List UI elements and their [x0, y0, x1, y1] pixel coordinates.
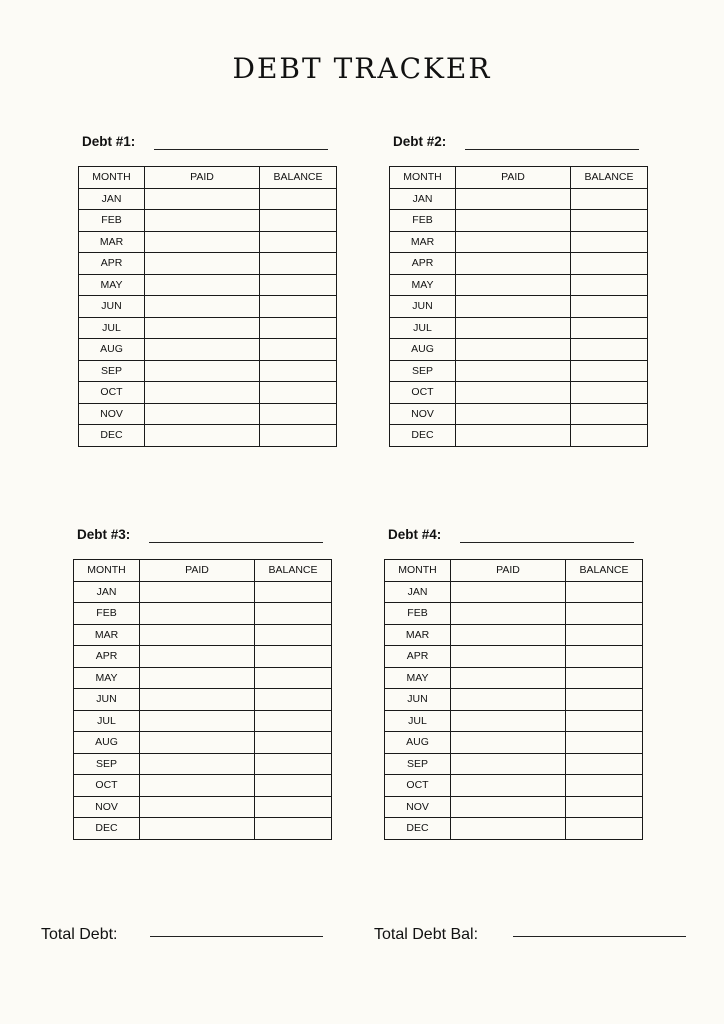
- table-row: [390, 339, 648, 361]
- table-row: [74, 796, 332, 818]
- table-row: [79, 360, 337, 382]
- debt-label: Debt #4:: [388, 527, 442, 542]
- tracker-table: [78, 166, 337, 447]
- table-row: [385, 689, 643, 711]
- header-row: [74, 560, 332, 582]
- table-row: [74, 624, 332, 646]
- table-row: [390, 360, 648, 382]
- tracker-table: [389, 166, 648, 447]
- balance-cell[interactable]: [571, 382, 648, 404]
- table-row: [385, 753, 643, 775]
- paid-cell[interactable]: [140, 646, 255, 668]
- balance-cell[interactable]: [260, 339, 337, 361]
- month-cell: JUN: [79, 296, 145, 318]
- paid-cell[interactable]: [456, 296, 571, 318]
- paid-header: PAID: [451, 560, 566, 582]
- paid-cell[interactable]: [451, 818, 566, 840]
- paid-cell[interactable]: [145, 339, 260, 361]
- balance-cell[interactable]: [260, 210, 337, 232]
- table-row: [74, 732, 332, 754]
- balance-cell[interactable]: [571, 274, 648, 296]
- balance-header: BALANCE: [255, 560, 332, 582]
- balance-cell[interactable]: [255, 775, 332, 797]
- table-row: [385, 624, 643, 646]
- paid-cell[interactable]: [451, 775, 566, 797]
- month-cell: DEC: [79, 425, 145, 447]
- balance-cell[interactable]: [566, 646, 643, 668]
- month-cell: NOV: [79, 403, 145, 425]
- month-cell: OCT: [79, 382, 145, 404]
- debt-name-line[interactable]: [149, 542, 323, 543]
- month-cell: MAY: [385, 667, 451, 689]
- page-title: DEBT TRACKER: [232, 52, 492, 85]
- balance-cell[interactable]: [255, 667, 332, 689]
- month-cell: JUL: [390, 317, 456, 339]
- paid-cell[interactable]: [145, 425, 260, 447]
- month-cell: MAR: [385, 624, 451, 646]
- table-row: [79, 317, 337, 339]
- table-row: [74, 689, 332, 711]
- paid-cell[interactable]: [451, 689, 566, 711]
- table-row: [79, 231, 337, 253]
- month-header: MONTH: [385, 560, 451, 582]
- balance-cell[interactable]: [255, 796, 332, 818]
- paid-cell[interactable]: [451, 667, 566, 689]
- debt-label-row: [73, 523, 332, 551]
- month-cell: SEP: [74, 753, 140, 775]
- table-row: [390, 317, 648, 339]
- paid-cell[interactable]: [456, 317, 571, 339]
- month-cell: DEC: [390, 425, 456, 447]
- table-row: [385, 796, 643, 818]
- table-row: [74, 581, 332, 603]
- balance-cell[interactable]: [571, 403, 648, 425]
- balance-cell[interactable]: [571, 253, 648, 275]
- paid-cell[interactable]: [140, 818, 255, 840]
- month-cell: JUL: [385, 710, 451, 732]
- paid-cell[interactable]: [145, 231, 260, 253]
- paid-cell[interactable]: [140, 753, 255, 775]
- month-cell: JUN: [385, 689, 451, 711]
- month-cell: APR: [385, 646, 451, 668]
- balance-cell[interactable]: [566, 732, 643, 754]
- table-row: [390, 253, 648, 275]
- debt-label: Debt #2:: [393, 134, 447, 149]
- month-cell: OCT: [390, 382, 456, 404]
- balance-cell[interactable]: [255, 603, 332, 625]
- paid-header: PAID: [456, 167, 571, 189]
- debt-label-row: [384, 523, 643, 551]
- paid-cell[interactable]: [456, 274, 571, 296]
- month-cell: APR: [74, 646, 140, 668]
- debt-name-line[interactable]: [154, 149, 328, 150]
- balance-cell[interactable]: [571, 339, 648, 361]
- paid-cell[interactable]: [140, 689, 255, 711]
- paid-cell[interactable]: [456, 253, 571, 275]
- month-cell: DEC: [74, 818, 140, 840]
- month-cell: APR: [79, 253, 145, 275]
- debt-tracker-2: [389, 130, 648, 447]
- paid-cell[interactable]: [451, 796, 566, 818]
- table-row: [74, 667, 332, 689]
- paid-cell[interactable]: [456, 360, 571, 382]
- balance-cell[interactable]: [566, 624, 643, 646]
- month-cell: FEB: [385, 603, 451, 625]
- debt-label-row: [78, 130, 337, 158]
- balance-cell[interactable]: [260, 253, 337, 275]
- month-cell: JAN: [390, 188, 456, 210]
- paid-cell[interactable]: [451, 753, 566, 775]
- balance-header: BALANCE: [571, 167, 648, 189]
- balance-cell[interactable]: [566, 818, 643, 840]
- balance-cell[interactable]: [255, 710, 332, 732]
- month-cell: OCT: [74, 775, 140, 797]
- month-cell: NOV: [390, 403, 456, 425]
- tracker-table: [73, 559, 332, 840]
- balance-cell[interactable]: [566, 753, 643, 775]
- paid-cell[interactable]: [451, 624, 566, 646]
- balance-cell[interactable]: [260, 382, 337, 404]
- month-cell: JUL: [74, 710, 140, 732]
- table-row: [79, 210, 337, 232]
- paid-cell[interactable]: [140, 775, 255, 797]
- total-debt-line[interactable]: [150, 936, 323, 937]
- balance-cell[interactable]: [260, 425, 337, 447]
- paid-cell[interactable]: [145, 296, 260, 318]
- month-cell: FEB: [390, 210, 456, 232]
- month-cell: JAN: [74, 581, 140, 603]
- balance-cell[interactable]: [255, 646, 332, 668]
- month-cell: MAY: [390, 274, 456, 296]
- debt-label: Debt #3:: [77, 527, 131, 542]
- balance-cell[interactable]: [260, 317, 337, 339]
- month-cell: FEB: [74, 603, 140, 625]
- header-row: [385, 560, 643, 582]
- table-row: [385, 818, 643, 840]
- table-row: [79, 339, 337, 361]
- header-row: [79, 167, 337, 189]
- balance-header: BALANCE: [260, 167, 337, 189]
- paid-cell[interactable]: [140, 710, 255, 732]
- debt-tracker-3: [73, 523, 332, 840]
- balance-cell[interactable]: [255, 818, 332, 840]
- debt-label-row: [389, 130, 648, 158]
- month-cell: NOV: [385, 796, 451, 818]
- table-row: [74, 646, 332, 668]
- paid-cell[interactable]: [456, 210, 571, 232]
- month-cell: MAR: [74, 624, 140, 646]
- paid-cell[interactable]: [145, 210, 260, 232]
- table-row: [390, 425, 648, 447]
- balance-cell[interactable]: [566, 603, 643, 625]
- paid-cell[interactable]: [456, 382, 571, 404]
- debt-tracker-1: [78, 130, 337, 447]
- total-debt-bal-label: Total Debt Bal:: [374, 926, 479, 943]
- table-row: [390, 382, 648, 404]
- table-row: [390, 210, 648, 232]
- paid-cell[interactable]: [145, 253, 260, 275]
- month-cell: MAR: [79, 231, 145, 253]
- month-cell: JAN: [79, 188, 145, 210]
- month-cell: NOV: [74, 796, 140, 818]
- balance-cell[interactable]: [260, 296, 337, 318]
- table-row: [79, 425, 337, 447]
- month-cell: JUN: [74, 689, 140, 711]
- balance-cell[interactable]: [566, 689, 643, 711]
- balance-header: BALANCE: [566, 560, 643, 582]
- table-row: [79, 296, 337, 318]
- balance-cell[interactable]: [566, 581, 643, 603]
- table-row: [79, 253, 337, 275]
- month-cell: JUL: [79, 317, 145, 339]
- balance-cell[interactable]: [255, 581, 332, 603]
- table-row: [74, 753, 332, 775]
- paid-cell[interactable]: [145, 403, 260, 425]
- balance-cell[interactable]: [260, 188, 337, 210]
- balance-cell[interactable]: [571, 317, 648, 339]
- balance-cell[interactable]: [571, 360, 648, 382]
- table-row: [385, 646, 643, 668]
- balance-cell[interactable]: [566, 667, 643, 689]
- table-row: [79, 188, 337, 210]
- paid-cell[interactable]: [140, 624, 255, 646]
- balance-cell[interactable]: [566, 775, 643, 797]
- table-row: [74, 710, 332, 732]
- paid-cell[interactable]: [140, 796, 255, 818]
- total-debt-label: Total Debt:: [41, 926, 118, 943]
- balance-cell[interactable]: [571, 425, 648, 447]
- paid-cell[interactable]: [451, 581, 566, 603]
- table-row: [79, 274, 337, 296]
- table-row: [385, 710, 643, 732]
- paid-cell[interactable]: [145, 360, 260, 382]
- balance-cell[interactable]: [255, 732, 332, 754]
- tracker-table: [384, 559, 643, 840]
- paid-cell[interactable]: [145, 188, 260, 210]
- month-header: MONTH: [390, 167, 456, 189]
- balance-cell[interactable]: [571, 296, 648, 318]
- month-cell: MAY: [74, 667, 140, 689]
- month-cell: SEP: [390, 360, 456, 382]
- debt-name-line[interactable]: [460, 542, 634, 543]
- paid-cell[interactable]: [140, 667, 255, 689]
- paid-cell[interactable]: [145, 382, 260, 404]
- balance-cell[interactable]: [260, 274, 337, 296]
- balance-cell[interactable]: [571, 231, 648, 253]
- month-cell: JUN: [390, 296, 456, 318]
- month-header: MONTH: [79, 167, 145, 189]
- debt-tracker-4: [384, 523, 643, 840]
- paid-cell[interactable]: [140, 732, 255, 754]
- table-row: [390, 274, 648, 296]
- month-header: MONTH: [74, 560, 140, 582]
- balance-cell[interactable]: [571, 188, 648, 210]
- month-cell: AUG: [74, 732, 140, 754]
- table-row: [385, 603, 643, 625]
- month-cell: MAY: [79, 274, 145, 296]
- table-row: [74, 818, 332, 840]
- paid-cell[interactable]: [456, 339, 571, 361]
- paid-cell[interactable]: [456, 403, 571, 425]
- table-row: [74, 603, 332, 625]
- month-cell: OCT: [385, 775, 451, 797]
- paid-cell[interactable]: [456, 188, 571, 210]
- paid-cell[interactable]: [451, 646, 566, 668]
- table-row: [390, 231, 648, 253]
- total-debt-bal-line[interactable]: [513, 936, 686, 937]
- month-cell: FEB: [79, 210, 145, 232]
- balance-cell[interactable]: [255, 624, 332, 646]
- table-row: [390, 188, 648, 210]
- balance-cell[interactable]: [571, 210, 648, 232]
- paid-cell[interactable]: [456, 231, 571, 253]
- balance-cell[interactable]: [260, 360, 337, 382]
- month-cell: AUG: [385, 732, 451, 754]
- balance-cell[interactable]: [566, 796, 643, 818]
- balance-cell[interactable]: [255, 689, 332, 711]
- paid-cell[interactable]: [140, 603, 255, 625]
- balance-cell[interactable]: [260, 231, 337, 253]
- table-row: [79, 382, 337, 404]
- header-row: [390, 167, 648, 189]
- table-row: [74, 775, 332, 797]
- paid-header: PAID: [145, 167, 260, 189]
- debt-name-line[interactable]: [465, 149, 639, 150]
- month-cell: AUG: [390, 339, 456, 361]
- paid-cell[interactable]: [145, 274, 260, 296]
- table-row: [385, 581, 643, 603]
- month-cell: DEC: [385, 818, 451, 840]
- paid-header: PAID: [140, 560, 255, 582]
- paid-cell[interactable]: [456, 425, 571, 447]
- table-row: [385, 667, 643, 689]
- paid-cell[interactable]: [145, 317, 260, 339]
- month-cell: AUG: [79, 339, 145, 361]
- balance-cell[interactable]: [255, 753, 332, 775]
- paid-cell[interactable]: [451, 732, 566, 754]
- table-row: [390, 296, 648, 318]
- month-cell: APR: [390, 253, 456, 275]
- month-cell: MAR: [390, 231, 456, 253]
- table-row: [385, 732, 643, 754]
- balance-cell[interactable]: [566, 710, 643, 732]
- month-cell: SEP: [79, 360, 145, 382]
- table-row: [79, 403, 337, 425]
- balance-cell[interactable]: [260, 403, 337, 425]
- debt-label: Debt #1:: [82, 134, 136, 149]
- month-cell: JAN: [385, 581, 451, 603]
- month-cell: SEP: [385, 753, 451, 775]
- paid-cell[interactable]: [140, 581, 255, 603]
- table-row: [390, 403, 648, 425]
- paid-cell[interactable]: [451, 710, 566, 732]
- table-row: [385, 775, 643, 797]
- paid-cell[interactable]: [451, 603, 566, 625]
